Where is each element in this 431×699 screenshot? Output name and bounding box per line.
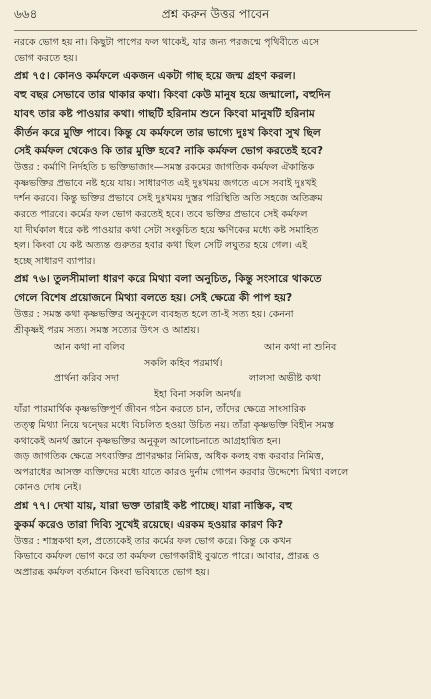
running-title: প্রশ্ন করুন উত্তর পাবেন xyxy=(161,7,270,21)
page-header xyxy=(14,6,417,31)
text-line: যা দীর্ঘকাল ধরে কষ্ট পাওয়ার কথা সেটা সংকুচিত হয়ে ক্ষণিকের মধ্যে কষ্ট সমাহিত xyxy=(14,224,319,236)
verse-line-4 xyxy=(14,387,417,403)
text-line: অপরাধের আসক্ত ব্যক্তিদের মধ্যে যাতে কারও দুর্নাম গোপন করবার উদ্দেশ্যে মিথ্যা বললে xyxy=(14,466,349,478)
verse-3-left: প্রার্থনা করিব সদা xyxy=(54,373,119,385)
text-line: উত্তর : সমস্ত কথা কৃষ্ণভক্তির অনুকূলে ব্যবহৃত হলে তা-ই সত্য হয়। কেননা xyxy=(14,308,294,320)
verse-4: ইহা বিনা সকলি অনর্থ॥ xyxy=(154,388,242,400)
question-line: প্রশ্ন ৭৬। তুলসীমালা ধারণ করে মিথ্যা বলা অনুচিত, কিন্তু সংসারে থাকতে xyxy=(14,273,322,286)
verse-line-3 xyxy=(14,371,417,387)
question-line: বহু বছর সেভাবে তার থাকার কথা। কিংবা কেউ মানুষ হয়ে জন্মালো, বহুদিন xyxy=(14,88,331,101)
text-line: নরকে ভোগ হয় না। কিছুটা পাপের ফল থাকেই, যার জন্য পরজন্মে পৃথিবীতে এসে xyxy=(14,37,320,48)
text-line: জড় জাগতিক ক্ষেত্রে সৎব্যক্তির প্রাণরক্ষার নিমিত্ত, অধিক কলহ বন্ধ করবার নিমিত্ত, xyxy=(14,451,324,463)
text-line: তত্ত্ব মিথ্যা নিয়ে দ্বন্দ্বের মধ্যে বিচলিত হওয়া উচিত নয়। তাঁরা কৃষ্ণভক্তি বিহীন সমস্ত xyxy=(14,420,334,432)
question-line: গেলে বিশেষ প্রয়োজনে মিথ্যা বলতে হয়। সেই ক্ষেত্রে কী পাপ হয়? xyxy=(14,292,293,305)
verse-block xyxy=(14,340,417,402)
question-line: সেই কর্মফল থেকেও কি তার মুক্তি হবে? নাকি কর্মফল ভোগ করতেই হবে? xyxy=(14,145,324,158)
question-line: কুকর্ম করেও তারা দিব্যি সুখেই রয়েছে। এরকম হওয়ার কারণ কি? xyxy=(14,518,284,531)
verse-line-1 xyxy=(14,340,417,356)
verse-2: সকলি কহিব পরমার্থ। xyxy=(144,357,223,369)
text-line: শ্রীকৃষ্ণই পরম সত্য। সমস্ত সত্যের উৎস ও আশ্রয়। xyxy=(14,324,200,336)
question-line: প্রশ্ন ৭৭। দেখা যায়, যারা ভক্ত তারাই কষ্ট পাচ্ছে। যারা নাস্তিক, বহু xyxy=(14,500,293,513)
text-line: কথাকেই অনর্থ জ্ঞানে কৃষ্ণভক্তির অনুকূল আলোচনাতে আগ্রহান্বিত হন। xyxy=(14,435,281,447)
question-line: প্রশ্ন ৭৫। কোনও কর্মফলে একজন একটা গাছ হয়ে জন্ম গ্রহণ করল। xyxy=(14,70,296,83)
text-line: কৃষ্ণভক্তির প্রভাবে নষ্ট হয়ে যায়। সাধারণত এই দুঃখময় জগতে এসে সবাই দুঃখই xyxy=(14,177,317,189)
verse-3-right: লালসা অভীষ্ট কথা xyxy=(249,373,321,385)
text-line: হল। কিংবা যে কষ্ট অত্যন্ত গুরুতর হবার কথা ছিল সেটি লঘুতর হয়ে গেল। এই xyxy=(14,240,308,252)
question-line: যাবৎ তার কষ্ট পাওয়ার কথা। গাছটি হরিনাম শুনে কিংবা মানুষটি হরিনাম xyxy=(14,107,315,120)
page-number: ৬৬৪ xyxy=(14,7,38,21)
body-text-top xyxy=(14,35,417,338)
body-text-bottom xyxy=(14,402,417,580)
text-line: অপ্রারব্ধ কর্মফল বর্তমানে কিংবা ভবিষ্যতে ভোগ হয়। xyxy=(14,566,210,578)
text-line: কোনও দোষ নেই। xyxy=(14,482,82,494)
question-line: কীর্তন করে মুক্তি পাবে। কিন্তু যে কর্মফলে তার ভাগ্যে দুঃখ কিংবা সুখ ছিল xyxy=(14,126,321,139)
text-line: দর্শন করবে। কিন্তু ভক্তির প্রভাবে সেই দুঃখময় দুস্তর পরিস্থিতি অতি সহজে অতিক্রম xyxy=(14,193,323,205)
text-line: হচ্ছে সাধারণ ব্যাপার। xyxy=(14,255,96,267)
text-line: উত্তর : কর্মাণি নির্দহতি চ ভক্তিভাজাং—সমস্ত রকমের জাগতিক কর্মফল ঐকান্তিক xyxy=(14,162,315,174)
verse-1-left: আন কথা না বলিব xyxy=(54,342,125,354)
verse-1-right: আন কথা না শুনিব xyxy=(264,342,337,354)
text-line: ভোগ করতে হয়। xyxy=(14,52,78,64)
text-line: করতে পারবে। কর্মের ফল ভোগ করতেই হবে। তবে ভক্তির প্রভাবে সেই কর্মফল xyxy=(14,208,308,220)
verse-line-2 xyxy=(14,356,417,372)
text-line: উত্তর : শাস্ত্রকথা হল, প্রত্যেকেই তার কর্মের ফল ভোগ করে। কিন্তু কে কখন xyxy=(14,535,292,547)
text-line: কিভাবে কর্মফল ভোগ করে তা কর্মফল ভোগকারীই বুঝতে পারে। আবার, প্রারব্ধ ও xyxy=(14,551,320,563)
text-line: যাঁরা পারমার্থিক কৃষ্ণভক্তিপূর্ণ জীবন গঠন করতে চান, তাঁদের ক্ষেত্রে সাংসারিক xyxy=(14,404,306,416)
